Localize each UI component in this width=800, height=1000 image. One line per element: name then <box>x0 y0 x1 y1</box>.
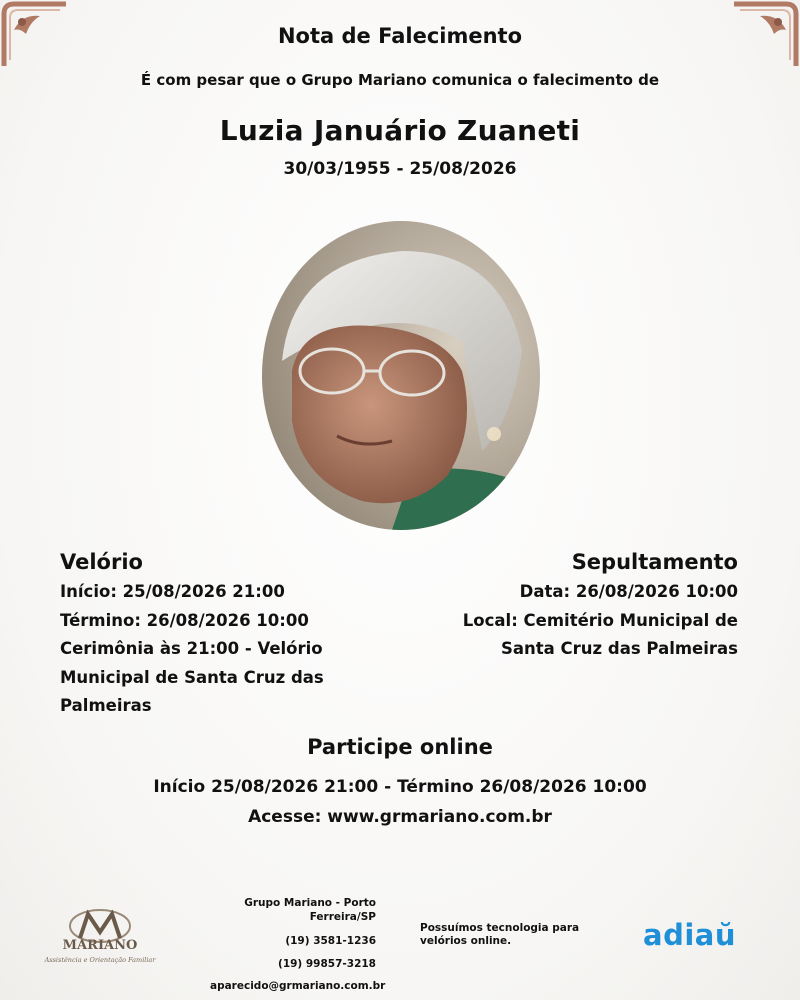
contact-info <box>210 897 386 1000</box>
phone-2[interactable]: (19) 99857-3218 <box>278 957 376 970</box>
page-title: Nota de Falecimento <box>277 24 523 48</box>
velorio-section <box>60 548 360 721</box>
mariano-logo <box>44 904 156 972</box>
online-link[interactable]: Acesse: www.grmariano.com.br <box>248 807 552 827</box>
velorio-start: Início: 25/08/2026 21:00 <box>60 582 285 601</box>
velorio-ceremony: Cerimônia às 21:00 - Velório Municipal de Santa Cruz das Palmeiras <box>60 639 324 715</box>
tech-note: Possuímos tecnologia para velórios online. <box>420 922 580 947</box>
mariano-tagline: Assistência e Orientação Familiar <box>44 956 156 964</box>
portrait-image <box>262 221 540 530</box>
company-address: Grupo Mariano - Porto Ferreira/SP <box>244 897 376 923</box>
life-dates: 30/03/1955 - 25/08/2026 <box>283 159 517 179</box>
sepultamento-place: Local: Cemitério Municipal de Santa Cruz das Palmeiras <box>462 610 738 658</box>
sepultamento-heading: Sepultamento <box>571 550 738 574</box>
sepultamento-date: Data: 26/08/2026 10:00 <box>519 582 738 601</box>
velorio-end: Término: 26/08/2026 10:00 <box>60 610 309 630</box>
phone-1[interactable]: (19) 3581-1236 <box>285 935 376 947</box>
online-heading: Participe online <box>307 735 493 759</box>
velorio-heading: Velório <box>60 550 143 574</box>
contact-email[interactable]: aparecido@grmariano.com.br <box>210 980 386 992</box>
deceased-photo <box>262 221 540 530</box>
announcement-text: É com pesar que o Grupo Mariano comunica o falecimento de <box>140 71 660 89</box>
online-period: Início 25/08/2026 21:00 - Término 26/08/2026 10:00 <box>153 777 647 797</box>
mariano-brand-text: MARIANO <box>62 938 138 953</box>
sepultamento-section <box>428 548 738 664</box>
deceased-name: Luzia Januário Zuaneti <box>219 114 581 147</box>
adiau-logo: adiaŭ <box>643 918 736 952</box>
